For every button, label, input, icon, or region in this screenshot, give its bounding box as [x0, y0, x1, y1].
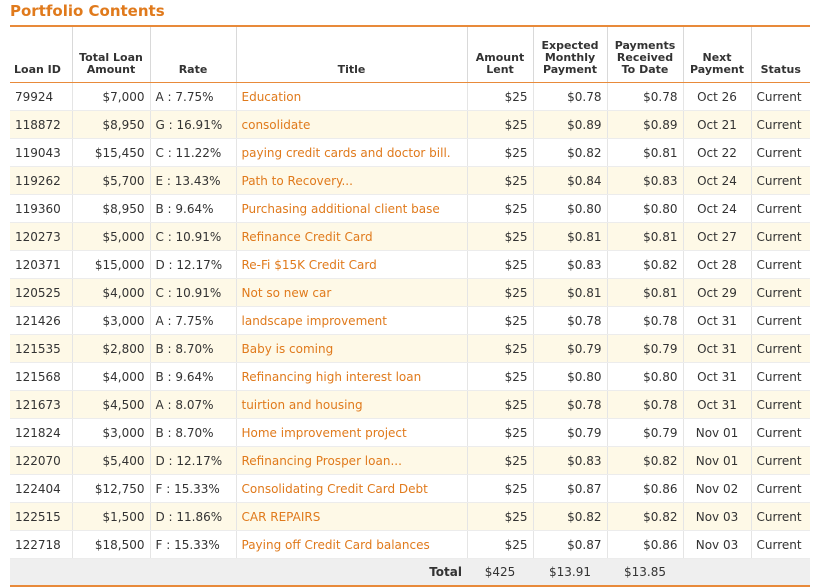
total-amount-cell: $5,400 [72, 447, 150, 475]
loan-id-cell: 119262 [10, 167, 72, 195]
payments-received-cell: $0.86 [607, 475, 683, 503]
loan-title-link[interactable]: consolidate [236, 111, 467, 139]
amount-lent-cell: $25 [467, 251, 533, 279]
totals-label: Total [236, 559, 467, 587]
next-payment-cell: Nov 01 [683, 419, 751, 447]
amount-lent-cell: $25 [467, 391, 533, 419]
loan-title-link[interactable]: Education [236, 83, 467, 111]
table-row [10, 391, 810, 419]
payments-received-cell: $0.86 [607, 531, 683, 559]
status-cell: Current [751, 447, 810, 475]
loan-id-cell: 122515 [10, 503, 72, 531]
table-row [10, 363, 810, 391]
loan-id-cell: 119360 [10, 195, 72, 223]
rate-cell: B : 9.64% [150, 363, 236, 391]
payments-received-cell: $0.79 [607, 419, 683, 447]
expected-payment-cell: $0.78 [533, 307, 607, 335]
amount-lent-cell: $25 [467, 363, 533, 391]
status-cell: Current [751, 167, 810, 195]
table-row [10, 419, 810, 447]
next-payment-cell: Oct 26 [683, 83, 751, 111]
table-row [10, 139, 810, 167]
expected-payment-cell: $0.79 [533, 335, 607, 363]
amount-lent-cell: $25 [467, 83, 533, 111]
amount-lent-cell: $25 [467, 111, 533, 139]
loan-id-cell: 121426 [10, 307, 72, 335]
total-amount-cell: $1,500 [72, 503, 150, 531]
status-cell: Current [751, 419, 810, 447]
rate-cell: A : 7.75% [150, 307, 236, 335]
totals-row [10, 559, 810, 587]
totals-received: $13.85 [607, 559, 683, 587]
status-cell: Current [751, 251, 810, 279]
rate-cell: C : 11.22% [150, 139, 236, 167]
col-header-rate[interactable]: Rate [150, 27, 236, 83]
total-amount-cell: $15,000 [72, 251, 150, 279]
loan-title-link[interactable]: Not so new car [236, 279, 467, 307]
next-payment-cell: Nov 03 [683, 531, 751, 559]
loan-id-cell: 120525 [10, 279, 72, 307]
next-payment-cell: Oct 27 [683, 223, 751, 251]
table-row [10, 531, 810, 559]
loan-title-link[interactable]: Refinancing Prosper loan... [236, 447, 467, 475]
col-header-total-loan-amount[interactable]: Total Loan Amount [72, 27, 150, 83]
next-payment-cell: Oct 31 [683, 307, 751, 335]
rate-cell: B : 9.64% [150, 195, 236, 223]
expected-payment-cell: $0.80 [533, 195, 607, 223]
total-amount-cell: $5,000 [72, 223, 150, 251]
next-payment-cell: Oct 22 [683, 139, 751, 167]
rate-cell: B : 8.70% [150, 419, 236, 447]
rate-cell: A : 8.07% [150, 391, 236, 419]
payments-received-cell: $0.83 [607, 167, 683, 195]
totals-expected-payment: $13.91 [533, 559, 607, 587]
amount-lent-cell: $25 [467, 531, 533, 559]
loan-title-link[interactable]: Refinancing high interest loan [236, 363, 467, 391]
total-amount-cell: $8,950 [72, 111, 150, 139]
loan-id-cell: 118872 [10, 111, 72, 139]
payments-received-cell: $0.82 [607, 447, 683, 475]
rate-cell: F : 15.33% [150, 531, 236, 559]
status-cell: Current [751, 195, 810, 223]
total-amount-cell: $4,000 [72, 363, 150, 391]
rate-cell: B : 8.70% [150, 335, 236, 363]
total-amount-cell: $4,000 [72, 279, 150, 307]
amount-lent-cell: $25 [467, 447, 533, 475]
col-header-loan-id[interactable]: Loan ID [10, 27, 72, 83]
expected-payment-cell: $0.87 [533, 531, 607, 559]
payments-received-cell: $0.80 [607, 195, 683, 223]
loan-title-link[interactable]: tuirtion and housing [236, 391, 467, 419]
rate-cell: C : 10.91% [150, 223, 236, 251]
payments-received-cell: $0.80 [607, 363, 683, 391]
expected-payment-cell: $0.81 [533, 279, 607, 307]
col-header-title[interactable]: Title [236, 27, 467, 83]
rate-cell: C : 10.91% [150, 279, 236, 307]
page-title: Portfolio Contents [10, 2, 165, 20]
loan-title-link[interactable]: Baby is coming [236, 335, 467, 363]
loan-id-cell: 121535 [10, 335, 72, 363]
next-payment-cell: Oct 24 [683, 167, 751, 195]
rate-cell: E : 13.43% [150, 167, 236, 195]
amount-lent-cell: $25 [467, 167, 533, 195]
next-payment-cell: Nov 03 [683, 503, 751, 531]
total-amount-cell: $15,450 [72, 139, 150, 167]
amount-lent-cell: $25 [467, 307, 533, 335]
status-cell: Current [751, 139, 810, 167]
amount-lent-cell: $25 [467, 139, 533, 167]
table-row [10, 195, 810, 223]
rate-cell: D : 11.86% [150, 503, 236, 531]
rate-cell: D : 12.17% [150, 447, 236, 475]
col-header-amount-lent[interactable]: Amount Lent [467, 27, 533, 83]
col-header-status[interactable]: Status [751, 27, 810, 83]
payments-received-cell: $0.81 [607, 279, 683, 307]
next-payment-cell: Oct 29 [683, 279, 751, 307]
next-payment-cell: Oct 28 [683, 251, 751, 279]
expected-payment-cell: $0.78 [533, 391, 607, 419]
next-payment-cell: Oct 31 [683, 363, 751, 391]
table-row [10, 475, 810, 503]
amount-lent-cell: $25 [467, 195, 533, 223]
next-payment-cell: Oct 24 [683, 195, 751, 223]
status-cell: Current [751, 111, 810, 139]
status-cell: Current [751, 307, 810, 335]
table-row [10, 503, 810, 531]
loan-id-cell: 119043 [10, 139, 72, 167]
expected-payment-cell: $0.83 [533, 251, 607, 279]
total-amount-cell: $3,000 [72, 419, 150, 447]
loan-title-link[interactable]: Path to Recovery... [236, 167, 467, 195]
table-row [10, 83, 810, 111]
status-cell: Current [751, 335, 810, 363]
loan-title-link[interactable]: Paying off Credit Card balances [236, 531, 467, 559]
status-cell: Current [751, 475, 810, 503]
expected-payment-cell: $0.82 [533, 139, 607, 167]
amount-lent-cell: $25 [467, 419, 533, 447]
amount-lent-cell: $25 [467, 475, 533, 503]
total-amount-cell: $4,500 [72, 391, 150, 419]
loan-title-link[interactable]: Refinance Credit Card [236, 223, 467, 251]
loan-id-cell: 121824 [10, 419, 72, 447]
loan-title-link[interactable]: paying credit cards and doctor bill. [236, 139, 467, 167]
loan-title-link[interactable]: Re-Fi $15K Credit Card [236, 251, 467, 279]
col-header-next-payment[interactable]: Next Payment [683, 27, 751, 83]
totals-amount-lent: $425 [467, 559, 533, 587]
total-amount-cell: $2,800 [72, 335, 150, 363]
status-cell: Current [751, 531, 810, 559]
loan-title-link[interactable]: CAR REPAIRS [236, 503, 467, 531]
payments-received-cell: $0.78 [607, 83, 683, 111]
rate-cell: G : 16.91% [150, 111, 236, 139]
loan-id-cell: 122404 [10, 475, 72, 503]
next-payment-cell: Nov 01 [683, 447, 751, 475]
table-row [10, 307, 810, 335]
amount-lent-cell: $25 [467, 503, 533, 531]
payments-received-cell: $0.81 [607, 223, 683, 251]
expected-payment-cell: $0.82 [533, 503, 607, 531]
expected-payment-cell: $0.81 [533, 223, 607, 251]
expected-payment-cell: $0.79 [533, 419, 607, 447]
loan-title-link[interactable]: Purchasing additional client base [236, 195, 467, 223]
portfolio-table [10, 27, 810, 587]
status-cell: Current [751, 83, 810, 111]
loan-title-link[interactable]: landscape improvement [236, 307, 467, 335]
table-row [10, 223, 810, 251]
payments-received-cell: $0.82 [607, 251, 683, 279]
total-amount-cell: $5,700 [72, 167, 150, 195]
expected-payment-cell: $0.80 [533, 363, 607, 391]
expected-payment-cell: $0.78 [533, 83, 607, 111]
total-amount-cell: $3,000 [72, 307, 150, 335]
rate-cell: A : 7.75% [150, 83, 236, 111]
loan-id-cell: 120371 [10, 251, 72, 279]
amount-lent-cell: $25 [467, 335, 533, 363]
table-row [10, 335, 810, 363]
total-amount-cell: $18,500 [72, 531, 150, 559]
loan-title-link[interactable]: Home improvement project [236, 419, 467, 447]
table-row [10, 447, 810, 475]
col-header-payments-received[interactable]: Payments Received To Date [607, 27, 683, 83]
amount-lent-cell: $25 [467, 279, 533, 307]
next-payment-cell: Oct 31 [683, 391, 751, 419]
status-cell: Current [751, 363, 810, 391]
loan-id-cell: 122718 [10, 531, 72, 559]
loan-id-cell: 79924 [10, 83, 72, 111]
rate-cell: D : 12.17% [150, 251, 236, 279]
loan-id-cell: 120273 [10, 223, 72, 251]
total-amount-cell: $12,750 [72, 475, 150, 503]
status-cell: Current [751, 279, 810, 307]
status-cell: Current [751, 223, 810, 251]
next-payment-cell: Oct 21 [683, 111, 751, 139]
payments-received-cell: $0.81 [607, 139, 683, 167]
expected-payment-cell: $0.83 [533, 447, 607, 475]
loan-title-link[interactable]: Consolidating Credit Card Debt [236, 475, 467, 503]
payments-received-cell: $0.78 [607, 391, 683, 419]
table-row [10, 251, 810, 279]
next-payment-cell: Oct 31 [683, 335, 751, 363]
status-cell: Current [751, 503, 810, 531]
loan-id-cell: 121673 [10, 391, 72, 419]
table-row [10, 167, 810, 195]
total-amount-cell: $7,000 [72, 83, 150, 111]
total-amount-cell: $8,950 [72, 195, 150, 223]
expected-payment-cell: $0.84 [533, 167, 607, 195]
next-payment-cell: Nov 02 [683, 475, 751, 503]
table-header-row [10, 27, 810, 83]
payments-received-cell: $0.89 [607, 111, 683, 139]
expected-payment-cell: $0.89 [533, 111, 607, 139]
payments-received-cell: $0.78 [607, 307, 683, 335]
status-cell: Current [751, 391, 810, 419]
expected-payment-cell: $0.87 [533, 475, 607, 503]
payments-received-cell: $0.79 [607, 335, 683, 363]
col-header-expected-monthly-payment[interactable]: Expected Monthly Payment [533, 27, 607, 83]
table-row [10, 279, 810, 307]
loan-id-cell: 122070 [10, 447, 72, 475]
table-row [10, 111, 810, 139]
payments-received-cell: $0.82 [607, 503, 683, 531]
amount-lent-cell: $25 [467, 223, 533, 251]
rate-cell: F : 15.33% [150, 475, 236, 503]
loan-id-cell: 121568 [10, 363, 72, 391]
